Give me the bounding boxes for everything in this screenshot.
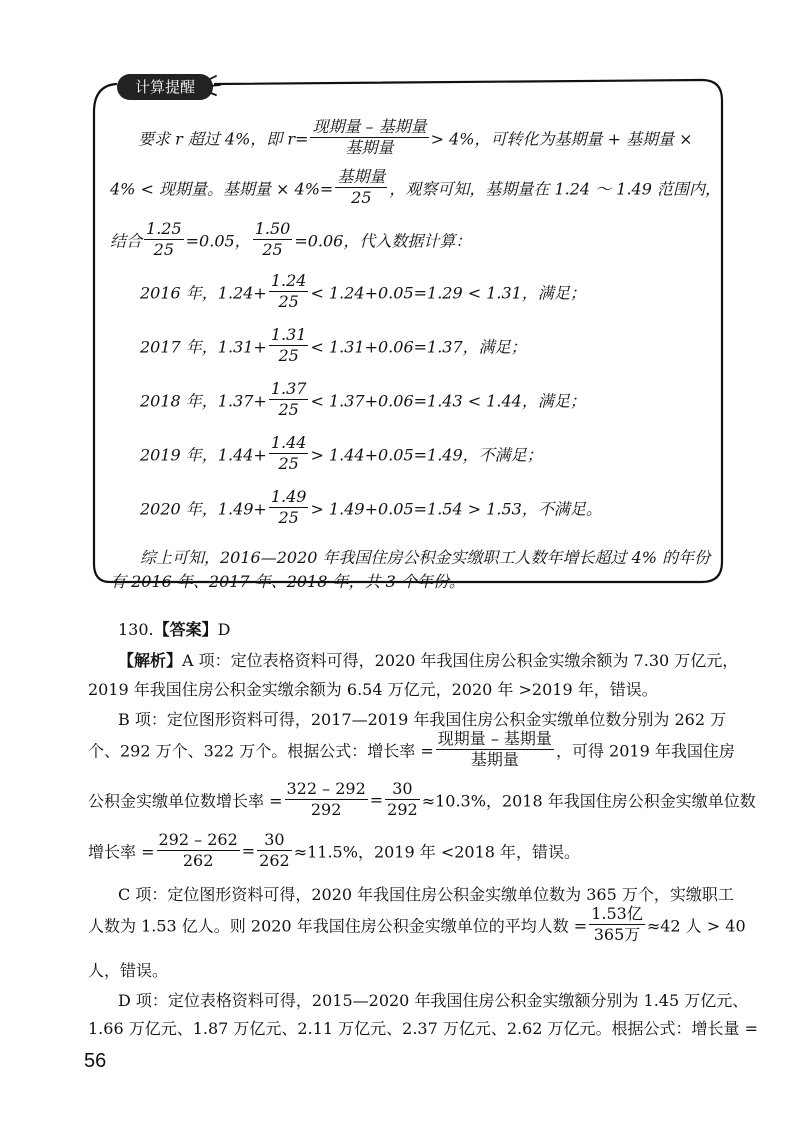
analysis-c-3: 人，错误。 (88, 961, 169, 980)
reminder-tag: 计算提醒 (117, 74, 213, 100)
box-line-3: 结合 $\frac{1.25}{25}$ =0.05， $\frac{1.50}{25}$ =0.06，代入数据计算： (110, 219, 472, 260)
answer-line: 130.【答案】D (118, 620, 231, 639)
fraction-125: $\frac{1.25}{25}$ (146, 219, 182, 260)
box-summary-1: 综上可知，2016—2020 年我国住房公积金实缴职工人数年增长超过 4% 的年份 (140, 548, 711, 567)
analysis-b-3: 公积金实缴单位数增长率 = $\frac{322 - 292}{292}$ = $\frac{30}{292}$ ≈10.3%，2018 年我国住房公积金实缴单位数 (88, 779, 756, 820)
fraction-growth-rate: $\frac{\text{现期量 – 基期量}}{\text{基期量}}$ (312, 117, 427, 158)
calc-row-2017: 2017 年，1.31+ $\frac{1.31}{25}$ < 1.31+0.06=1.37，满足； (140, 325, 527, 366)
calc-row-2019: 2019 年，1.44+ $\frac{1.44}{25}$ > 1.44+0.05=1.49，不满足； (140, 433, 543, 474)
fraction-150: $\frac{1.50}{25}$ (254, 219, 291, 260)
analysis-b-2: 个、292 万个、322 万个。根据公式：增长率 = $\frac{\text{现期量 – 基期量}}{\text{基期量}}$ ，可得 2019 年我国住房 (88, 729, 735, 770)
calc-row-2016: 2016 年，1.24+ $\frac{1.24}{25}$ < 1.24+0.05=1.29 < 1.31，满足； (140, 271, 586, 312)
fraction-growth-formula: $\frac{\text{现期量 – 基期量}}{\text{基期量}}$ (437, 729, 552, 770)
analysis-b-4: 增长率 = $\frac{292 - 262}{262}$ = $\frac{30}{262}$ ≈11.5%，2019 年 <2018 年，错误。 (88, 830, 581, 871)
fraction-base-25: $\frac{\text{基期量}}{25}$ (337, 167, 386, 208)
fraction-average: $\frac{\text{1.53亿}}{\text{365万}}$ (591, 904, 643, 945)
box-line-1: 要求 r 超过 4%，即 r= $\frac{\text{现期量 – 基期量}}{\text{基期量}}$ > 4%，可转化为基期量 + 基期量 × (138, 117, 693, 158)
page-number: 56 (84, 1050, 107, 1072)
analysis-b-1: B 项：定位图形资料可得，2017—2019 年我国住房公积金实缴单位数分别为 262 万 (118, 710, 727, 729)
analysis-c-1: C 项：定位图形资料可得，2020 年我国住房公积金实缴单位数为 365 万个，实缴职工 (118, 885, 734, 904)
answer-value: D (217, 620, 231, 639)
analysis-c-2: 人数为 1.53 亿人。则 2020 年我国住房公积金实缴单位的平均人数 = $\frac{\text{1.53亿}}{\text{365万}}$ ≈42 人 > 40 (88, 904, 746, 945)
calc-row-2020: 2020 年，1.49+ $\frac{1.49}{25}$ > 1.49+0.05=1.54 > 1.53，不满足。 (140, 487, 602, 528)
answer-label: 【答案】 (153, 620, 218, 639)
calc-row-2018: 2018 年，1.37+ $\frac{1.37}{25}$ < 1.37+0.06=1.43 < 1.44，满足； (140, 379, 586, 420)
analysis-d-2: 1.66 万亿元、1.87 万亿元、2.11 万亿元、2.37 万亿元、2.62 万亿元。根据公式：增长量 = (88, 1019, 759, 1038)
analysis-a-2: 2019 年我国住房公积金实缴余额为 6.54 万亿元，2020 年 >2019 年，错误。 (88, 680, 658, 699)
box-summary-2: 有 2016 年、2017 年、2018 年，共 3 个年份。 (110, 572, 465, 591)
box-line-2: 4% < 现期量。基期量 × 4%= $\frac{\text{基期量}}{25}$ ，观察可知，基期量在 1.24 ～ 1.49 范围内， (110, 167, 721, 208)
analysis-a-1: 【解析】A 项：定位表格资料可得，2020 年我国住房公积金实缴余额为 7.30 万亿元， (118, 651, 739, 670)
analysis-label: 【解析】 (118, 651, 183, 670)
analysis-d-1: D 项：定位表格资料可得，2015—2020 年我国住房公积金实缴额分别为 1.45 万亿元、 (118, 991, 749, 1010)
